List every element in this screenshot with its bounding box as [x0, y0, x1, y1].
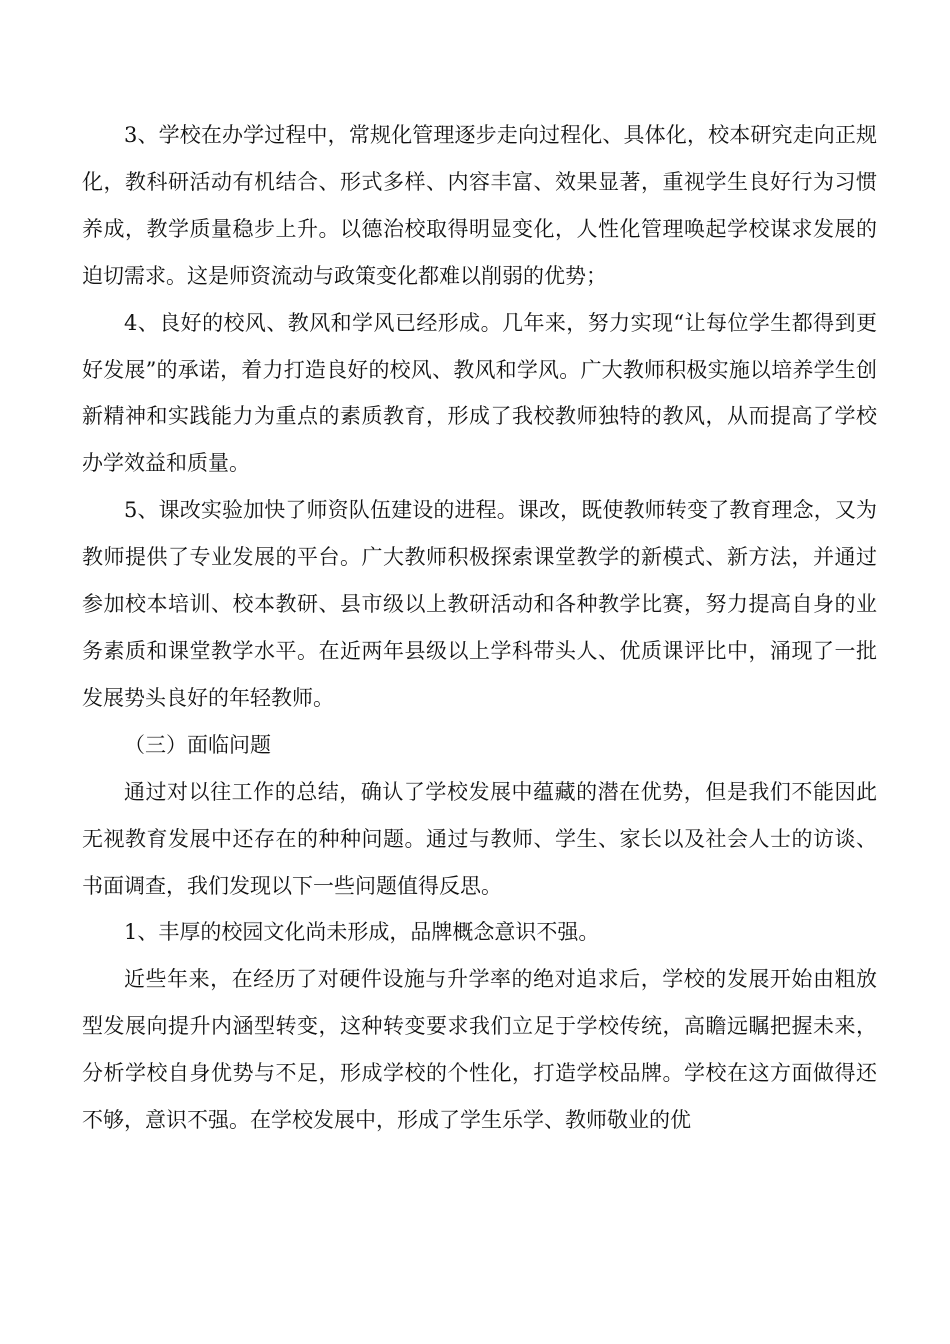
- paragraph-advantage-4: 4、良好的校风、教风和学风已经形成。几年来，努力实现“让每位学生都得到更好发展”的承诺，着力打造良好的校风、教风和学风。广大教师积极实施以培养学生创新精神和实践能力为重点的素质教育，形成了我校教师独特的教风，从而提高了学校办学效益和质量。: [82, 310, 877, 476]
- paragraph-advantage-3: 3、学校在办学过程中，常规化管理逐步走向过程化、具体化，校本研究走向正规化，教科研活动有机结合、形式多样、内容丰富、效果显著，重视学生良好行为习惯养成，教学质量稳步上升。以德治校取得明显变化，人性化管理唤起学校谋求发展的迫切需求。这是师资流动与政策变化都难以削弱的优势；: [82, 123, 877, 288]
- document-body: [82, 112, 877, 1144]
- paragraph-problems-intro: 通过对以往工作的总结，确认了学校发展中蕴藏的潜在优势，但是我们不能因此无视教育发展中还存在的种种问题。通过与教师、学生、家长以及社会人士的访谈、书面调查，我们发现以下一些问题值得反思。: [82, 779, 877, 898]
- paragraph-advantage-5: 5、课改实验加快了师资队伍建设的进程。课改，既使教师转变了教育理念，又为教师提供了专业发展的平台。广大教师积极探索课堂教学的新模式、新方法，并通过参加校本培训、校本教研、县市级以上教研活动和各种教学比赛，努力提高自身的业务素质和课堂教学水平。在近两年县级以上学科带头人、优质课评比中，涌现了一批发展势头良好的年轻教师。: [82, 498, 877, 710]
- paragraph-problem-1-heading: 1、丰厚的校园文化尚未形成，品牌概念意识不强。: [124, 920, 600, 945]
- section-heading-problems: （三）面临问题: [124, 732, 271, 757]
- paragraph-problem-1-body: 近些年来，在经历了对硬件设施与升学率的绝对追求后，学校的发展开始由粗放型发展向提升内涵型转变，这种转变要求我们立足于学校传统，高瞻远瞩把握未来，分析学校自身优势与不足，形成学校的个性化，打造学校品牌。学校在这方面做得还不够，意识不强。在学校发展中，形成了学生乐学、教师敬业的优: [82, 967, 877, 1133]
